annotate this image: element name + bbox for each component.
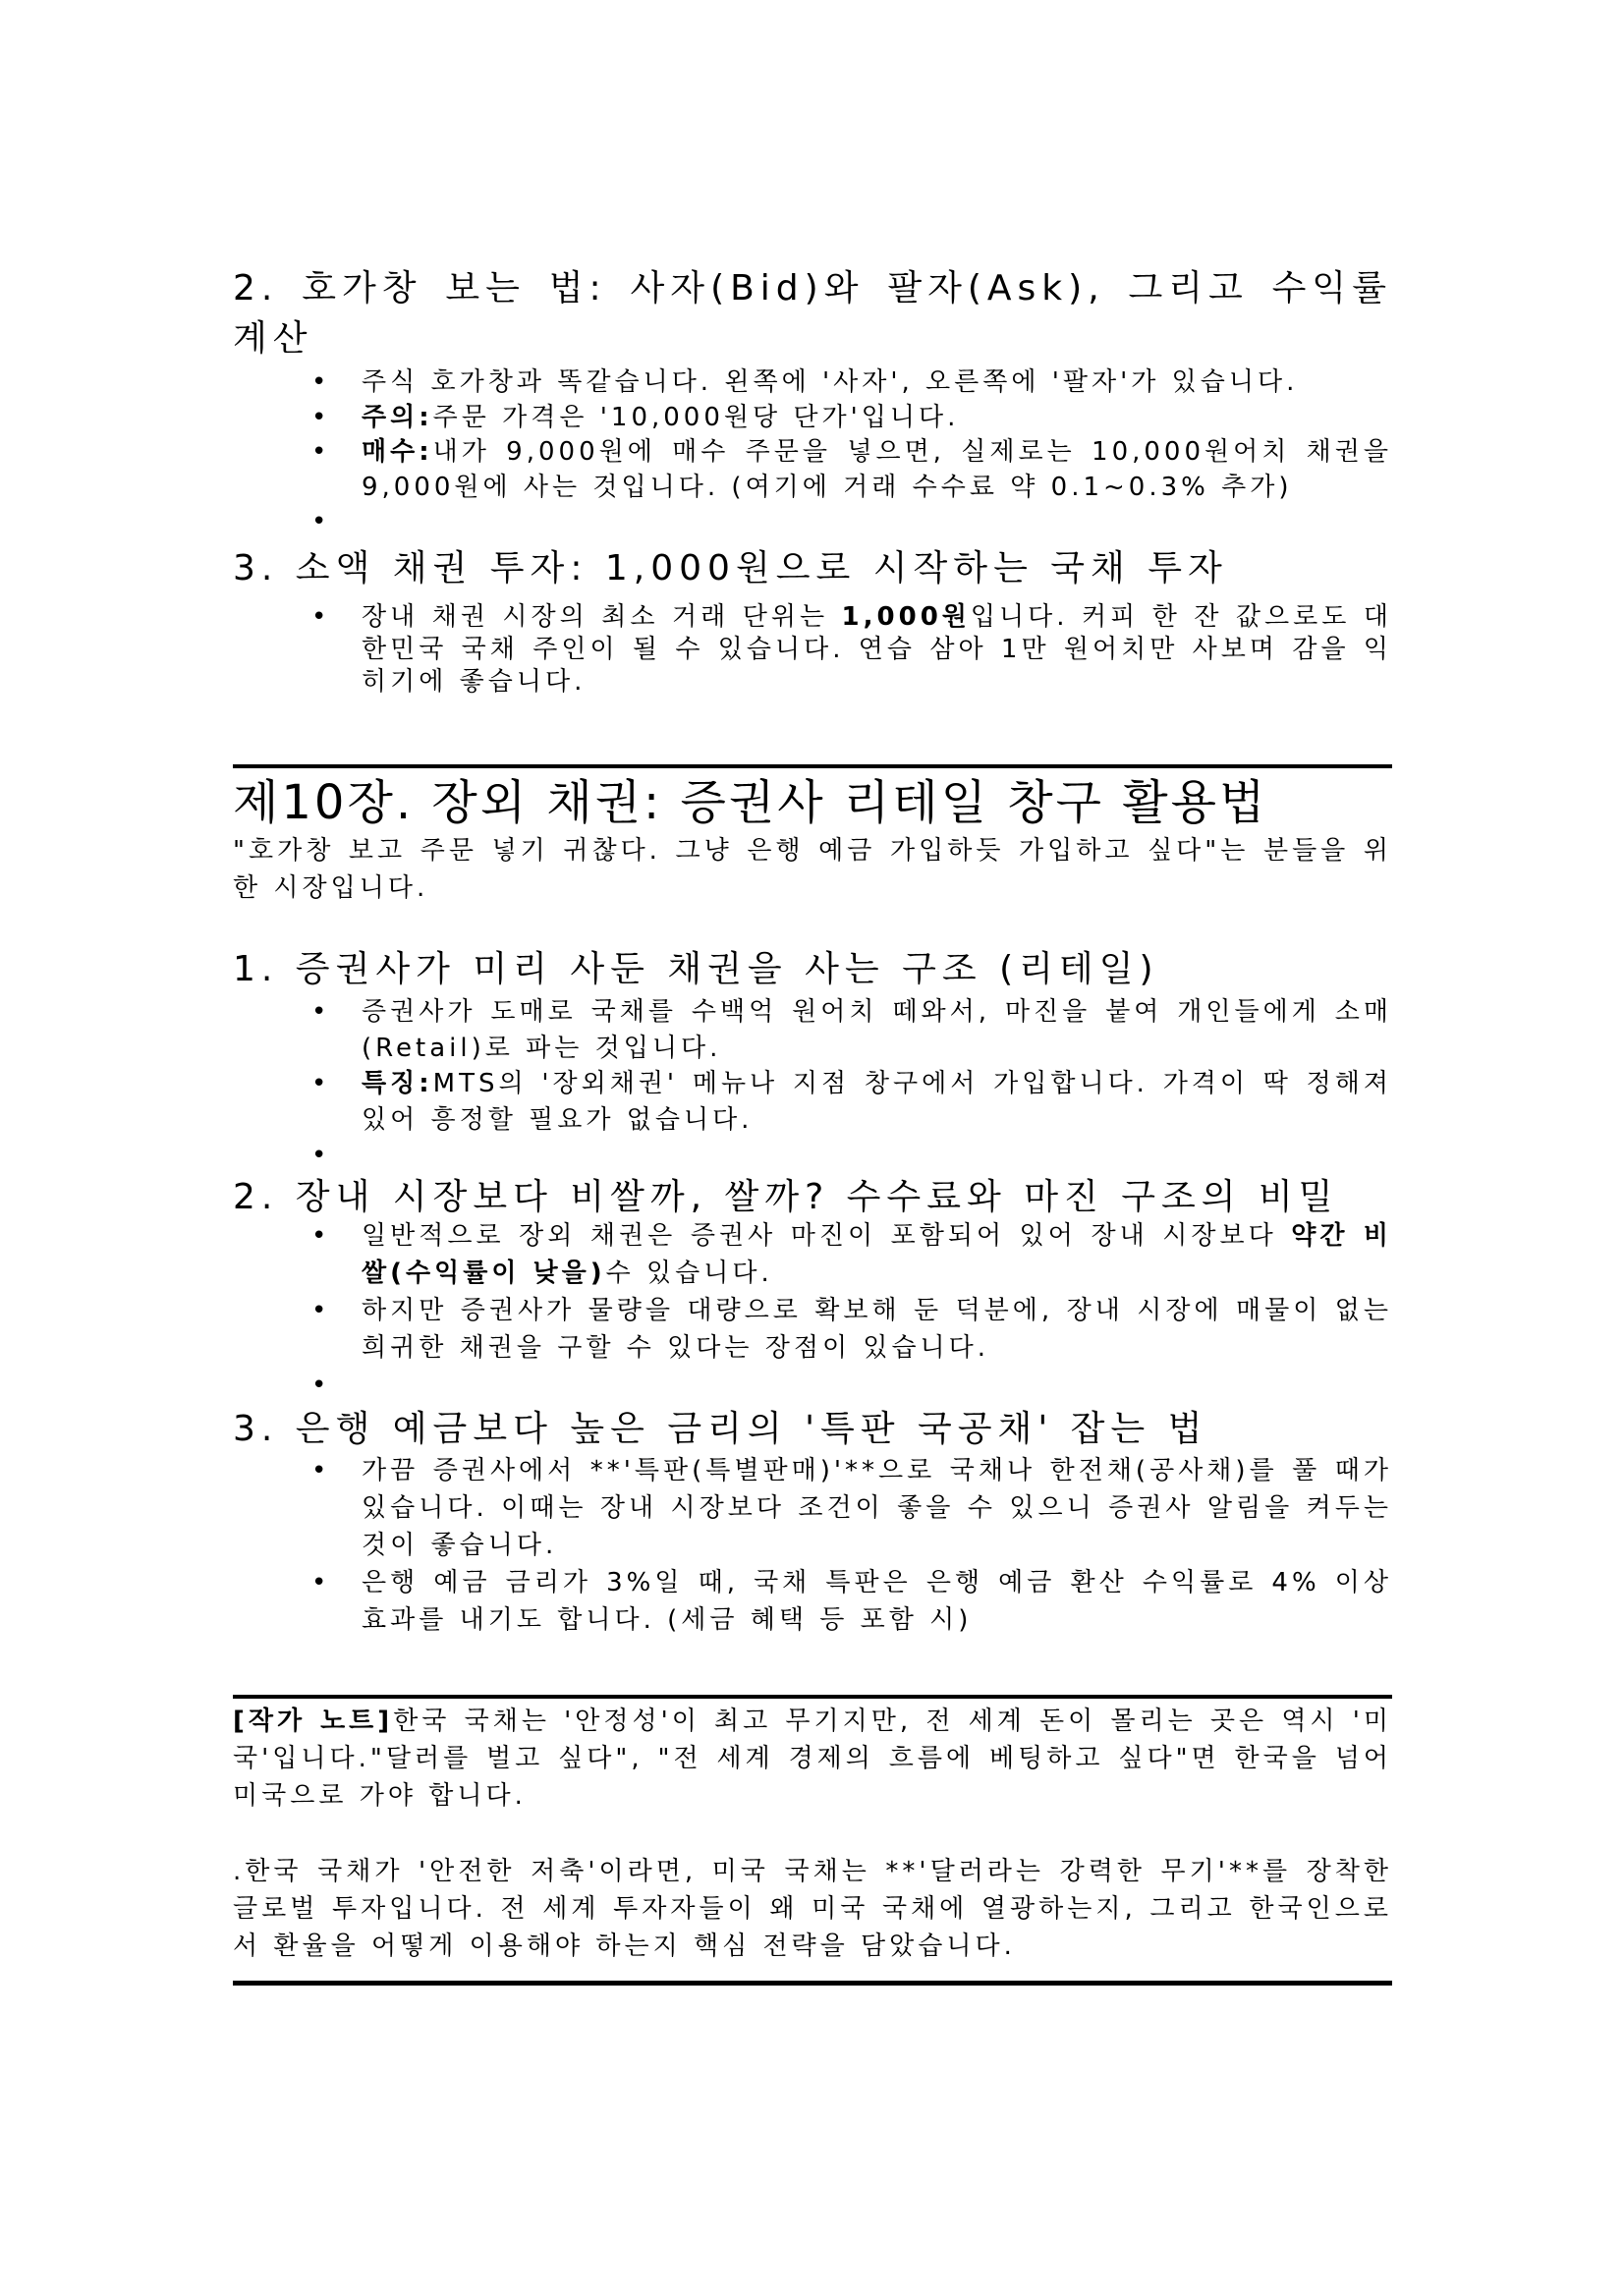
author-note-label: [작가 노트] [233, 1707, 394, 1736]
author-note [233, 1703, 1392, 1815]
list-item-bold-label: 주의: [362, 402, 433, 432]
bullet-icon: • [311, 1456, 327, 1485]
empty-list-item [233, 505, 1392, 536]
small-investment-bullet-list [233, 601, 1392, 699]
retail-structure-bullet-list [233, 994, 1392, 1170]
section-heading-order-book: 2. 호가창 보는 법: 사자(Bid)와 팔자(Ask), 그리고 수익률 계산 [233, 268, 1392, 359]
bullet-icon: • [311, 507, 327, 536]
list-item-text: 장내 채권 시장의 최소 거래 단위는 [362, 602, 842, 632]
bullet-icon: • [311, 1568, 327, 1597]
bullet-icon: • [311, 402, 327, 432]
list-item-text: 내가 9,000원에 매수 주문을 넣으면, 실제로는 10,000원어치 채권을 9,000원에 사는 것입니다. (여기에 거래 수수료 약 0.1~0.3% 추가) [362, 437, 1392, 502]
list-item-text: 주문 가격은 '10,000원당 단가'입니다. [432, 402, 960, 432]
bullet-icon: • [311, 602, 327, 632]
price-comparison-bullet-list [233, 1217, 1392, 1400]
bullet-icon: • [311, 367, 327, 397]
list-item [233, 401, 1392, 436]
author-note-paragraph-2: .한국 국채가 '안전한 저축'이라면, 미국 국채는 **'달러라는 강력한 무기'**를 장착한 글로벌 투자입니다. 전 세계 투자자들이 왜 미국 국채에 열광하는지, 그리고 한국인으로서 환율을 어떻게 이용해야 하는지 핵심 전략을 담았습니다. [233, 1857, 1392, 1961]
list-item [233, 601, 1392, 699]
list-item [233, 1217, 1392, 1292]
chapter-title: 제10장. 장외 채권: 증권사 리테일 창구 활용법 [233, 775, 1268, 830]
list-item [233, 1452, 1392, 1564]
horizontal-divider [233, 1981, 1392, 1986]
list-item-text: 하지만 증권사가 물량을 대량으로 확보해 둔 덕분에, 장내 시장에 매물이 없는 희귀한 채권을 구할 수 있다는 장점이 있습니다. [362, 1296, 1392, 1363]
list-item-text: 일반적으로 장외 채권은 증권사 마진이 포함되어 있어 장내 시장보다 [362, 1221, 1292, 1251]
list-item [233, 435, 1392, 505]
list-item [233, 1066, 1392, 1138]
section-heading-retail-structure: 1. 증권사가 미리 사둔 채권을 사는 구조 (리테일) [233, 949, 1159, 989]
horizontal-divider [233, 764, 1392, 768]
list-item [233, 994, 1392, 1066]
empty-list-item [233, 1138, 1392, 1170]
bullet-icon: • [311, 1371, 327, 1400]
list-item-text: 은행 예금 금리가 3%일 때, 국채 특판은 은행 예금 환산 수익률로 4% 이상 효과를 내기도 합니다. (세금 혜택 등 포함 시) [362, 1568, 1392, 1635]
empty-list-item [233, 1367, 1392, 1400]
list-item [233, 365, 1392, 401]
section-heading-special-sale-bonds: 3. 은행 예금보다 높은 금리의 '특판 국공채' 잡는 법 [233, 1409, 1208, 1449]
list-item-bold-text: 1,000원 [841, 602, 971, 632]
bullet-icon: • [311, 997, 327, 1027]
bullet-icon: • [311, 1296, 327, 1325]
list-item [233, 1292, 1392, 1367]
order-book-bullet-list [233, 365, 1392, 536]
list-item-bold-label: 매수: [362, 437, 433, 467]
section-heading-price-comparison: 2. 장내 시장보다 비쌀까, 쌀까? 수수료와 마진 구조의 비밀 [233, 1177, 1339, 1217]
list-item [233, 1564, 1392, 1639]
list-item-text: 수 있습니다. [605, 1259, 773, 1288]
bullet-icon: • [311, 1069, 327, 1098]
chapter-intro: "호가창 보고 주문 넣기 귀찮다. 그냥 은행 예금 가입하듯 가입하고 싶다"는 분들을 위한 시장입니다. [233, 836, 1392, 903]
bullet-icon: • [311, 437, 327, 467]
list-item-text: 입니다. 커피 한 잔 값으로도 대한민국 국채 주인이 될 수 있습니다. 연습 삼아 1만 원어치만 사보며 감을 익히기에 좋습니다. [362, 602, 1392, 697]
list-item-text: 가끔 증권사에서 **'특판(특별판매)'**으로 국채나 한전채(공사채)를 풀 때가 있습니다. 이때는 장내 시장보다 조건이 좋을 수 있으니 증권사 알림을 켜두는 것이 좋습니다. [362, 1456, 1392, 1560]
section-heading-small-bond-investment: 3. 소액 채권 투자: 1,000원으로 시작하는 국채 투자 [233, 548, 1228, 588]
list-item-text: 증권사가 도매로 국채를 수백억 원어치 떼와서, 마진을 붙여 개인들에게 소매(Retail)로 파는 것입니다. [362, 997, 1392, 1063]
list-item-bold-text: 약간 비쌀(수익률이 낮을) [362, 1221, 1392, 1288]
list-item-text: 주식 호가창과 똑같습니다. 왼쪽에 '사자', 오른쪽에 '팔자'가 있습니다. [362, 367, 1299, 397]
bullet-icon: • [311, 1221, 327, 1251]
bullet-icon: • [311, 1141, 327, 1170]
list-item-bold-label: 특징: [362, 1069, 433, 1098]
author-note-text: 한국 국채는 '안정성'이 최고 무기지만, 전 세계 돈이 몰리는 곳은 역시 '미국'입니다."달러를 벌고 싶다", "전 세계 경제의 흐름에 베팅하고 싶다"면 한국을 넘어 미국으로 가야 합니다. [233, 1707, 1392, 1811]
horizontal-divider [233, 1695, 1392, 1699]
list-item-text: MTS의 '장외채권' 메뉴나 지점 창구에서 가입합니다. 가격이 딱 정해져 있어 흥정할 필요가 없습니다. [362, 1069, 1392, 1135]
special-sale-bullet-list [233, 1452, 1392, 1639]
